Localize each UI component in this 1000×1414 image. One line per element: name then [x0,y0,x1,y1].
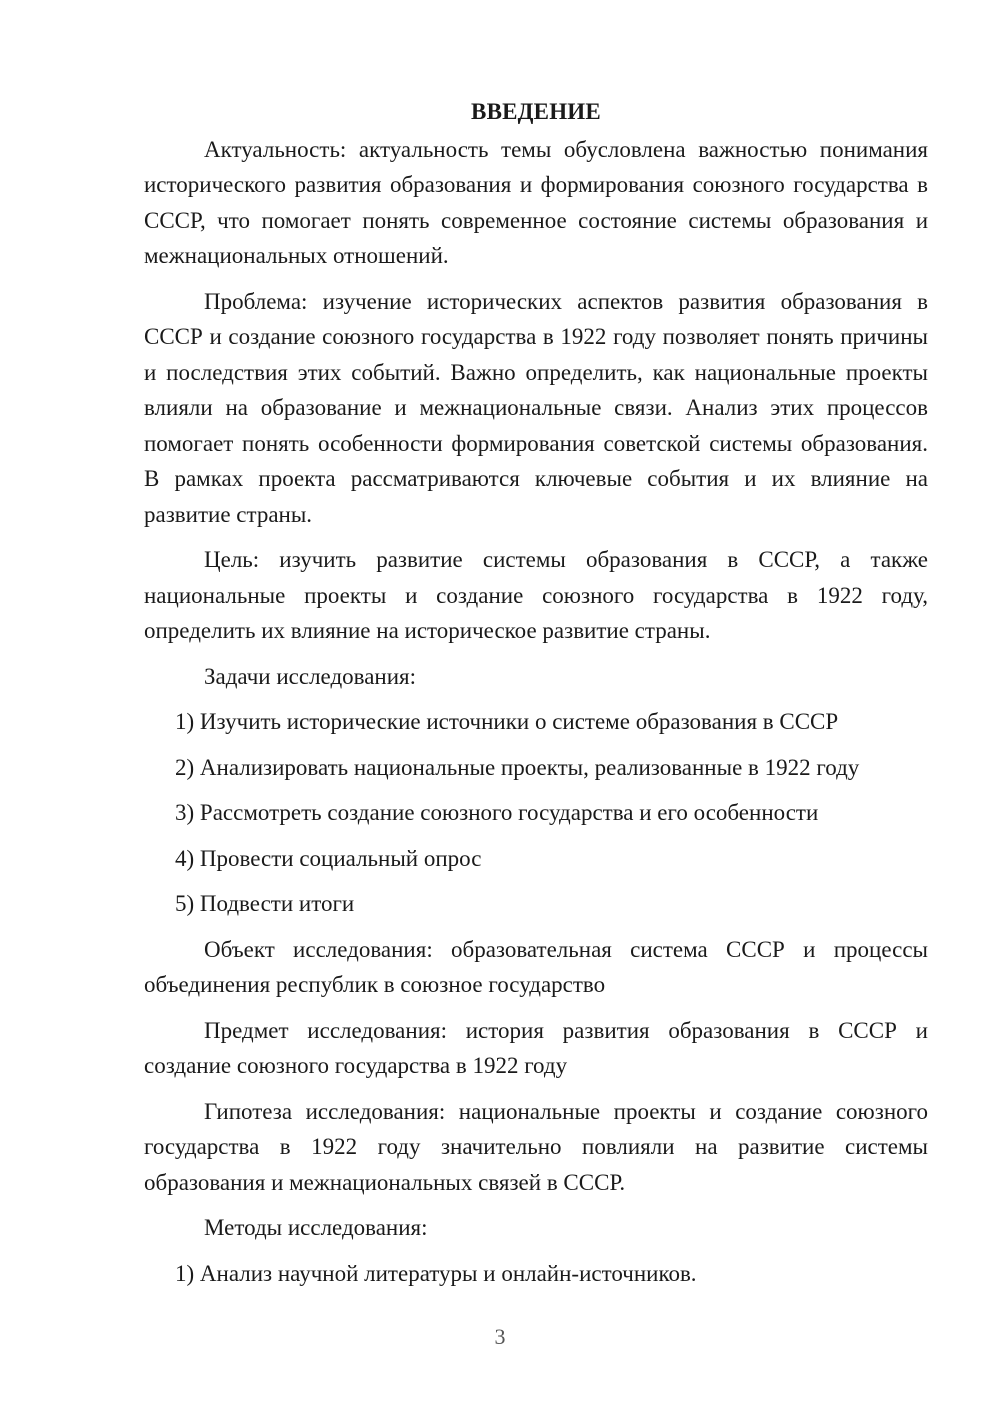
paragraph-object: Объект исследования: образовательная система СССР и процессы объединения республик в союзное государство [144,936,928,997]
paragraph-hypothesis: Гипотеза исследования: национальные проекты и создание союзного государства в 1922 году значительно повлияли на развитие системы образования и межнациональных связей в СССР. [144,1098,928,1195]
paragraph-problem: Проблема: изучение исторических аспектов развития образования в СССР и создание союзного государства в 1922 году позволяет понять причины и последствия этих событий. Важно определить, как национальные проекты влияли на образование и межнациональные связи. Анализ этих процессов помогает понять особенности формирования советской системы образования. В рамках проекта рассматриваются ключевые события и их влияние на развитие страны. [144,288,928,527]
tasks-list [144,704,928,922]
paragraph-relevance: Актуальность: актуальность темы обусловлена важностью понимания исторического развития образования и формирования союзного государства в СССР, что помогает понять современное состояние системы образования и межнациональных отношений. [144,136,928,268]
list-item: 5) Подвести итоги [175,891,355,916]
page-content [144,94,928,1301]
list-item: 3) Рассмотреть создание союзного государства и его особенности [175,800,819,825]
methods-list [144,1256,928,1292]
list-item: 2) Анализировать национальные проекты, реализованные в 1922 году [175,754,860,780]
list-item: 4) Провести социальный опрос [175,845,482,871]
paragraph-goal: Цель: изучить развитие системы образования в СССР, а также национальные проекты и создание союзного государства в 1922 году, определить их влияние на историческое развитие страны. [144,547,928,643]
methods-heading: Методы исследования: [204,1215,428,1240]
section-title: ВВЕДЕНИЕ [471,99,601,124]
tasks-heading: Задачи исследования: [204,663,417,689]
paragraph-subject: Предмет исследования: история развития образования в СССР и создание союзного государства в 1922 году [144,1017,928,1078]
page-number: 3 [494,1324,506,1349]
list-item: 1) Анализ научной литературы и онлайн-источников. [175,1260,697,1286]
list-item: 1) Изучить исторические источники о системе образования в СССР [175,709,839,734]
